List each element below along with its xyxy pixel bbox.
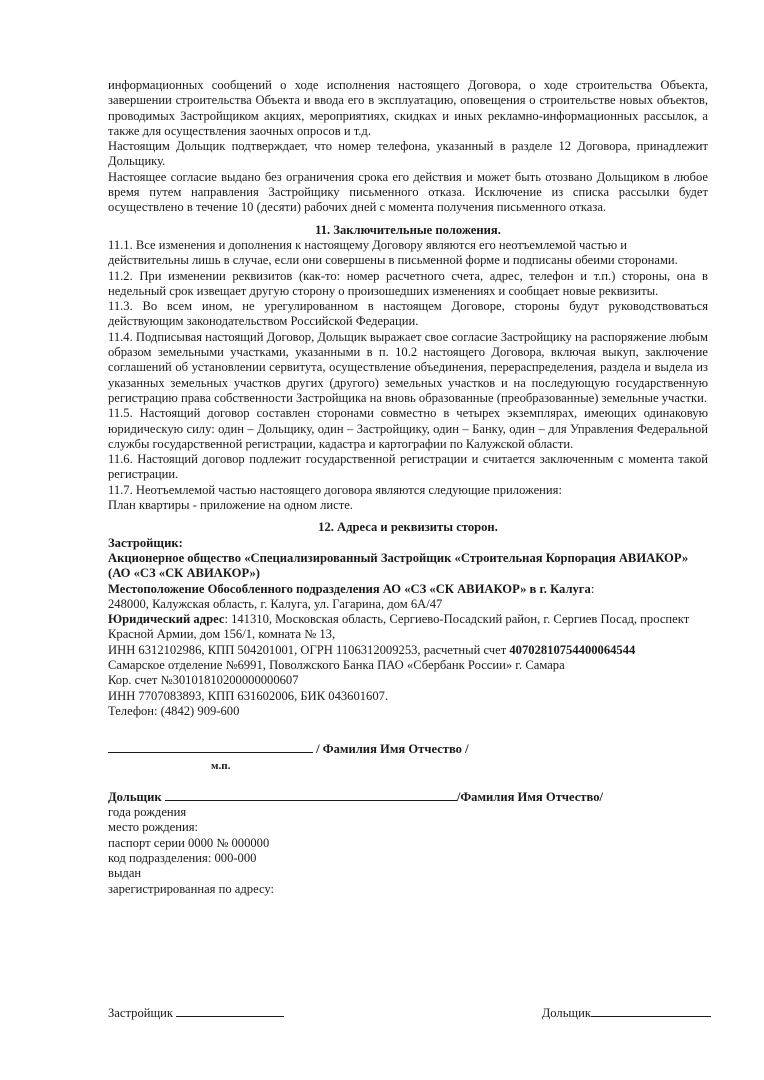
clause-11-6: 11.6. Настоящий договор подлежит государственной регистрации и считается заключенным с момента такой регистрации. bbox=[108, 452, 708, 482]
signature-blank[interactable] bbox=[108, 741, 313, 753]
shareholder-field: код подразделения: 000-000 bbox=[108, 850, 257, 865]
developer-corr-account: Кор. счет №30101810200000000607 bbox=[108, 673, 299, 688]
clause-11-3: 11.3. Во всем ином, не урегулированном в настоящем Договоре, стороны будут руководствоваться действующим законодательством Российской Федерации. bbox=[108, 299, 708, 329]
developer-signature-name: / Фамилия Имя Отчество / bbox=[313, 742, 469, 757]
signature-blank[interactable] bbox=[176, 1005, 284, 1017]
ids-text: ИНН 6312102986, КПП 504201001, ОГРН 1106312009253, расчетный счет bbox=[108, 642, 510, 657]
section-12-title: 12. Адреса и реквизиты сторон. bbox=[318, 520, 498, 535]
shareholder-field: года рождения bbox=[108, 805, 187, 820]
consent-paragraph: Настоящее согласие выдано без ограничения срока его действия и может быть отозвано Дольщиком в любое время путем направления Застройщику письменного отказа. Исключение из списка рассылки будет осуществлено в течение 10 (десяти) рабочих дней с момента получения письменного отказа. bbox=[108, 169, 708, 215]
developer-branch-address: 248000, Калужская область, г. Калуга, ул. Гагарина, дом 6А/47 bbox=[108, 596, 443, 611]
footer-signatures bbox=[108, 1005, 711, 1021]
branch-label: Местоположение Обособленного подразделения АО «СЗ «СК АВИАКОР» в г. Калуга bbox=[108, 581, 591, 596]
clause-11-5: 11.5. Настоящий договор составлен сторонами совместно в четырех экземплярах, имеющих одинаковую юридическую силу: один – Дольщику, один – Застройщику, один – Банку, один – для Управления Федеральной службы государственной регистрации, кадастра и картографии по Калужской области. bbox=[108, 406, 708, 451]
shareholder-field: место рождения: bbox=[108, 820, 198, 835]
section-11-title: 11. Заключительные положения. bbox=[315, 222, 501, 237]
developer-ids bbox=[108, 643, 708, 658]
developer-bank-ids: ИНН 7707083893, КПП 631602006, БИК 043601607. bbox=[108, 688, 389, 703]
clause-11-2: 11.2. При изменении реквизитов (как-то: номер расчетного счета, адрес, телефон и т.п.) стороны, она в недельный срок извещает другую сторону о произошедших изменениях и сообщает новые реквизиты. bbox=[108, 268, 708, 298]
developer-bank: Самарское отделение №6991, Поволжского Банка ПАО «Сбербанк России» г. Самара bbox=[108, 657, 565, 672]
legal-address-label: Юридический адрес bbox=[108, 612, 225, 627]
shareholder-signature-name: /Фамилия Имя Отчество/ bbox=[456, 789, 604, 804]
clause-11-7: 11.7. Неотъемлемой частью настоящего договора являются следующие приложения: bbox=[108, 482, 562, 497]
signature-blank[interactable] bbox=[591, 1005, 711, 1017]
developer-legal-address bbox=[108, 612, 708, 643]
account-number: 40702810754400064544 bbox=[509, 642, 636, 657]
signature-blank[interactable] bbox=[165, 789, 457, 801]
footer-shareholder-label: Дольщик bbox=[541, 1006, 591, 1020]
clause-11-4: 11.4. Подписывая настоящий Договор, Дольщик выражает свое согласие Застройщику на распоряжение любым образом земельными участками, указанными в п. 10.2 настоящего Договора, включая выкуп, заключение соглашений об установлении сервитута, осуществление объединения, перераспределения, раздела и выдела из указанных земельных участков других (другого) земельных участков и на последующую государственную регистрацию права собственности Застройщика на вновь образованные (преобразованные) земельные участки. bbox=[108, 329, 708, 405]
developer-branch-line bbox=[108, 582, 708, 597]
developer-company-name: Акционерное общество «Специализированный Застройщик «Строительная Корпорация АВИАКОР» (АО «СЗ «СК АВИАКОР») bbox=[108, 550, 689, 581]
shareholder-field: паспорт серии 0000 № 000000 bbox=[108, 835, 270, 850]
consent-paragraph: информационных сообщений о ходе исполнения настоящего Договора, о ходе строительства Объекта, завершении строительства Объекта и ввода его в эксплуатацию, оповещения о строительстве новых объектов, проводимых Застройщиком акциях, мероприятиях, скидках и иных рекламно-информационных рассылок, а также для осуществления заочных опросов и т.д. bbox=[108, 78, 708, 138]
shareholder-field: зарегистрированная по адресу: bbox=[108, 881, 275, 896]
legal-address-value: : 141310, Московская область, Сергиево-Посадский район, г. Сергиев Посад, проспект Красной Армии, дом 156/1, комната № 13, bbox=[108, 612, 690, 642]
document-page bbox=[108, 78, 708, 897]
shareholder-signature-line bbox=[108, 789, 708, 805]
appendix-line: План квартиры - приложение на одном листе. bbox=[108, 498, 353, 513]
branch-colon: : bbox=[590, 581, 595, 596]
shareholder-field: выдан bbox=[108, 866, 142, 881]
footer-developer-signature bbox=[108, 1005, 284, 1021]
stamp-label: м.п. bbox=[211, 760, 231, 773]
clause-11-1: 11.1. Все изменения и дополнения к настоящему Договору являются его неотъемлемой частью и действительны лишь в случае, если они совершены в письменной форме и подписаны обеими сторонами. bbox=[108, 237, 678, 268]
shareholder-label: Дольщик bbox=[108, 789, 165, 804]
developer-label: Застройщик: bbox=[108, 535, 183, 550]
footer-shareholder-signature bbox=[542, 1005, 711, 1021]
developer-signature-line bbox=[108, 741, 708, 757]
footer-developer-label: Застройщик bbox=[108, 1006, 177, 1020]
consent-paragraph: Настоящим Дольщик подтверждает, что номер телефона, указанный в разделе 12 Договора, принадлежит Дольщику. bbox=[108, 139, 708, 169]
developer-phone: Телефон: (4842) 909-600 bbox=[108, 703, 240, 718]
